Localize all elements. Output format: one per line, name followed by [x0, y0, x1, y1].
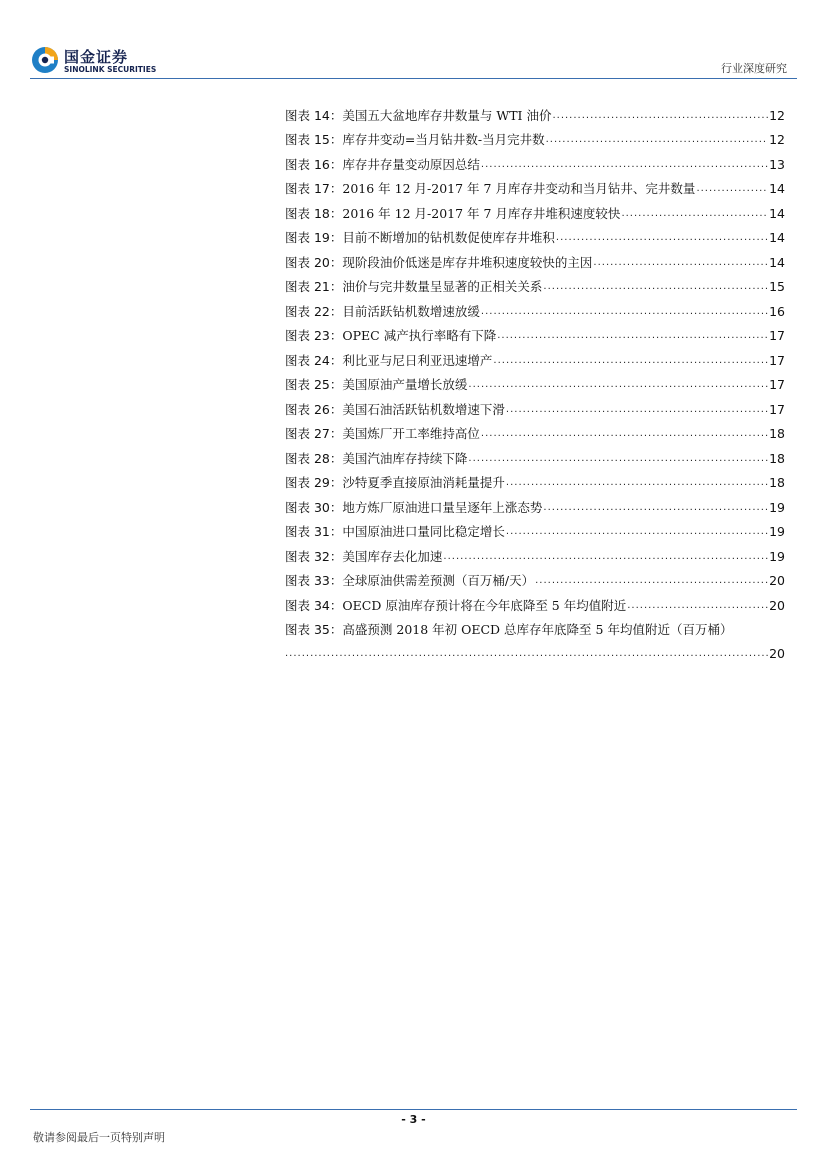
- toc-entry-page: 19: [769, 524, 785, 539]
- toc-entry[interactable]: [285, 491, 785, 516]
- toc-leader-dots: [468, 377, 768, 393]
- toc-entry-label: 图表 23：: [285, 328, 343, 343]
- toc-entry-title: 美国汽油库存持续下降: [342, 450, 468, 466]
- toc-entry-label: 图表 28：: [285, 450, 343, 466]
- toc-entry-page: 15: [769, 279, 785, 294]
- toc-entry-page: 20: [769, 597, 785, 613]
- toc-entry-label: 图表 19：: [285, 230, 343, 245]
- toc-entry-title: 美国五大盆地库存井数量与 WTI 油价: [342, 107, 552, 123]
- toc-entry[interactable]: [285, 565, 785, 590]
- toc-leader-dots: [285, 646, 768, 662]
- toc-entry-continuation[interactable]: [285, 638, 785, 662]
- toc-leader-dots: [543, 500, 768, 516]
- toc-entry-title: 2016 年 12 月-2017 年 7 月库存井堆积速度较快: [342, 205, 621, 221]
- toc-entry-label: 图表 22：: [285, 303, 343, 319]
- toc-entry-label: 图表 18：: [285, 205, 343, 221]
- toc-entry[interactable]: [285, 320, 785, 345]
- toc-entry-title: 库存井变动=当月钻井数-当月完井数: [342, 132, 545, 147]
- toc-leader-dots: [627, 598, 768, 614]
- toc-leader-dots: [535, 573, 768, 589]
- toc-entry-label: 图表 17：: [285, 181, 343, 196]
- toc-entry-label: 图表 20：: [285, 254, 343, 270]
- sinolink-logo-icon: [31, 46, 59, 74]
- toc-entry-page: 12: [769, 107, 785, 123]
- toc-entry-label: 图表 31：: [285, 524, 343, 539]
- toc-leader-dots: [481, 426, 768, 442]
- footer-disclaimer: 敬请参阅最后一页特别声明: [33, 1131, 165, 1144]
- toc-leader-dots: [556, 230, 768, 246]
- toc-entry-label: 图表 27：: [285, 426, 343, 441]
- toc-entry[interactable]: [285, 516, 785, 541]
- toc-entry[interactable]: [285, 467, 785, 492]
- toc-entry-page: 19: [769, 548, 785, 564]
- toc-entry-title: 现阶段油价低迷是库存井堆积速度较快的主因: [342, 254, 593, 270]
- toc-entry-label: 图表 35：: [285, 622, 343, 637]
- page-number: - 3 -: [401, 1113, 426, 1126]
- toc-entry-page: 14: [769, 205, 785, 221]
- toc-entry-page: 19: [769, 499, 785, 515]
- toc-entry[interactable]: [285, 442, 785, 467]
- logo-english-name: SINOLINK SECURITIES: [64, 65, 157, 74]
- toc-entry[interactable]: [285, 197, 785, 222]
- toc-entry-title: 油价与完井数量呈显著的正相关关系: [342, 279, 543, 294]
- header-divider: [30, 78, 797, 79]
- toc-entry-title: 目前不断增加的钻机数促使库存井堆积: [342, 230, 555, 245]
- toc-entry-page: 16: [769, 303, 785, 319]
- toc-entry[interactable]: [285, 393, 785, 418]
- toc-entry-page: 17: [769, 352, 785, 368]
- toc-entry-title: 沙特夏季直接原油消耗量提升: [342, 475, 505, 490]
- toc-entry-page: 20: [769, 573, 785, 588]
- toc-entry-title: 中国原油进口量同比稳定增长: [342, 524, 505, 539]
- toc-entry-title: OPEC 减产执行率略有下降: [342, 328, 497, 343]
- page-header: [0, 0, 827, 80]
- toc-entry-label: 图表 32：: [285, 548, 343, 564]
- toc-leader-dots: [443, 549, 768, 565]
- toc-entry-page: 17: [769, 328, 785, 343]
- toc-entry-label: 图表 34：: [285, 597, 343, 613]
- toc-leader-dots: [621, 206, 768, 222]
- toc-entry[interactable]: [285, 222, 785, 247]
- toc-entry-page: 13: [769, 156, 785, 172]
- logo-chinese-name: 国金证券: [64, 48, 129, 66]
- toc-leader-dots: [546, 132, 769, 148]
- toc-entry[interactable]: [285, 271, 785, 296]
- toc-entry-page: 18: [769, 426, 785, 441]
- toc-entry-title: 美国库存去化加速: [342, 548, 443, 564]
- toc-entry[interactable]: [285, 246, 785, 271]
- toc-entry-label: 图表 14：: [285, 107, 343, 123]
- toc-leader-dots: [506, 524, 768, 540]
- toc-leader-dots: [543, 279, 768, 295]
- toc-entry-title: 高盛预测 2018 年初 OECD 总库存年底降至 5 年均值附近（百万桶）: [342, 622, 733, 637]
- toc-leader-dots: [468, 451, 768, 467]
- company-logo: [31, 46, 156, 78]
- toc-leader-dots: [481, 304, 768, 320]
- toc-entry[interactable]: [285, 540, 785, 565]
- toc-entry-title: 库存井存量变动原因总结: [342, 156, 480, 172]
- toc-entry-page: 17: [769, 401, 785, 417]
- footer-divider: [30, 1109, 797, 1110]
- toc-entry-label: 图表 26：: [285, 401, 343, 417]
- toc-entry-page: 14: [769, 254, 785, 270]
- table-of-figures: [285, 99, 785, 662]
- toc-entry-title: 美国石油活跃钻机数增速下滑: [342, 401, 505, 417]
- toc-entry[interactable]: [285, 344, 785, 369]
- toc-entry-title: 美国炼厂开工率维持高位: [342, 426, 480, 441]
- toc-leader-dots: [506, 475, 768, 491]
- toc-entry[interactable]: [285, 369, 785, 394]
- toc-leader-dots: [493, 353, 768, 369]
- toc-entry-title: 2016 年 12 月-2017 年 7 月库存井变动和当月钻井、完井数量: [342, 181, 696, 196]
- toc-entry-title: 地方炼厂原油进口量呈逐年上涨态势: [342, 499, 543, 515]
- toc-entry[interactable]: [285, 99, 785, 124]
- toc-entry-page: 14: [769, 181, 785, 196]
- toc-entry-title: 利比亚与尼日利亚迅速增产: [342, 352, 493, 368]
- toc-entry-page: 12: [769, 132, 785, 147]
- toc-entry-page: 17: [769, 377, 785, 392]
- toc-entry-label: 图表 16：: [285, 156, 343, 172]
- toc-entry[interactable]: [285, 295, 785, 320]
- toc-leader-dots: [481, 157, 768, 173]
- toc-entry[interactable]: [285, 124, 785, 149]
- report-type: 行业深度研究: [721, 62, 787, 75]
- toc-entry-title: 全球原油供需差预测（百万桶/天）: [342, 573, 535, 588]
- toc-entry[interactable]: [285, 589, 785, 614]
- toc-entry-title: 目前活跃钻机数增速放缓: [342, 303, 480, 319]
- toc-leader-dots: [497, 328, 768, 344]
- toc-entry-title: 美国原油产量增长放缓: [342, 377, 468, 392]
- toc-entry-title: OECD 原油库存预计将在今年底降至 5 年均值附近: [342, 597, 627, 613]
- toc-entry-page: 18: [769, 475, 785, 490]
- toc-entry[interactable]: [285, 173, 785, 198]
- toc-entry-label: 图表 21：: [285, 279, 343, 294]
- toc-entry[interactable]: [285, 418, 785, 443]
- toc-entry-page: 14: [769, 230, 785, 245]
- toc-entry-label: 图表 15：: [285, 132, 343, 147]
- toc-entry-page: 18: [769, 450, 785, 466]
- toc-entry[interactable]: [285, 614, 785, 639]
- toc-entry-page: 20: [769, 646, 785, 661]
- toc-entry[interactable]: [285, 148, 785, 173]
- toc-entry-label: 图表 29：: [285, 475, 343, 490]
- toc-entry-label: 图表 30：: [285, 499, 343, 515]
- toc-entry-label: 图表 25：: [285, 377, 343, 392]
- toc-leader-dots: [696, 181, 768, 197]
- toc-leader-dots: [593, 255, 768, 271]
- toc-leader-dots: [552, 108, 768, 124]
- toc-entry-label: 图表 33：: [285, 573, 343, 588]
- toc-leader-dots: [506, 402, 768, 418]
- toc-entry-label: 图表 24：: [285, 352, 343, 368]
